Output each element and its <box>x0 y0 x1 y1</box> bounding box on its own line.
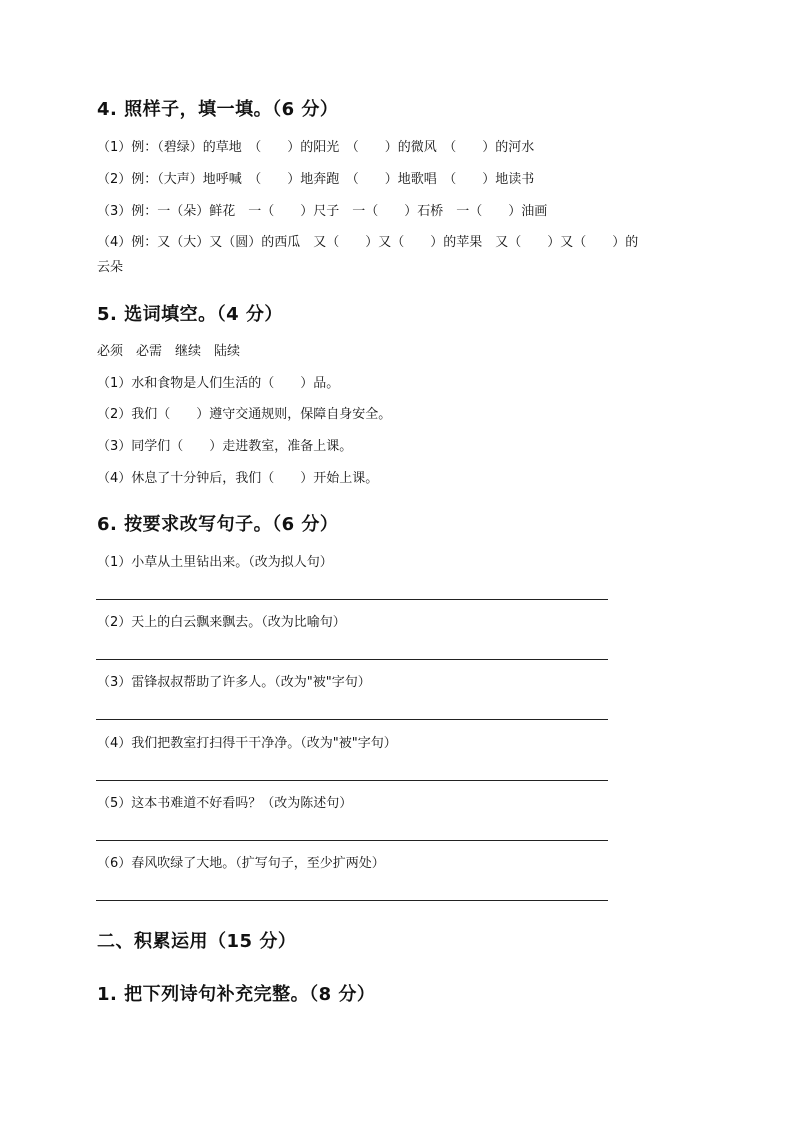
section-6-item-5: （5）这本书难道不好看吗？（改为陈述句） <box>97 796 353 811</box>
section-1-heading: 1. 把下列诗句补充完整。（8 分） <box>97 984 376 1005</box>
section-4-heading: 4. 照样子，填一填。（6 分） <box>97 99 339 120</box>
part-2-heading: 二、积累运用（15 分） <box>97 931 297 952</box>
answer-line-6 <box>96 900 608 901</box>
section-4-line-3: （3）例：一（朵）鲜花 一（ ）尺子 一（ ）石桥 一（ ）油画 <box>97 204 548 219</box>
section-5-heading: 5. 选词填空。（4 分） <box>97 304 283 325</box>
section-5-line-4: （4）休息了十分钟后，我们（ ）开始上课。 <box>97 471 379 486</box>
answer-line-4 <box>96 780 608 781</box>
answer-line-2 <box>96 659 608 660</box>
answer-line-3 <box>96 719 608 720</box>
section-4-line-2: （2）例：（大声）地呼喊 （ ）地奔跑 （ ）地歌唱 （ ）地读书 <box>97 172 535 187</box>
answer-line-1 <box>96 599 608 600</box>
section-6-item-3: （3）雷锋叔叔帮助了许多人。（改为"被"字句） <box>97 675 371 690</box>
section-6-item-2: （2）天上的白云飘来飘去。（改为比喻句） <box>97 615 346 630</box>
section-6-heading: 6. 按要求改写句子。（6 分） <box>97 514 339 535</box>
section-5-word-bank: 必须 必需 继续 陆续 <box>97 344 241 359</box>
section-5-line-3: （3）同学们（ ）走进教室，准备上课。 <box>97 439 353 454</box>
section-4-line-1: （1）例：（碧绿）的草地 （ ）的阳光 （ ）的微风 （ ）的河水 <box>97 140 535 155</box>
section-5-line-1: （1）水和食物是人们生活的（ ）品。 <box>97 376 340 391</box>
section-4-line-4-continued: 云朵 <box>97 260 124 275</box>
answer-line-5 <box>96 840 608 841</box>
section-6-item-6: （6）春风吹绿了大地。（扩写句子，至少扩两处） <box>97 856 385 871</box>
section-6-item-4: （4）我们把教室打扫得干干净净。（改为"被"字句） <box>97 736 397 751</box>
section-6-item-1: （1）小草从土里钻出来。（改为拟人句） <box>97 555 333 570</box>
section-5-line-2: （2）我们（ ）遵守交通规则，保障自身安全。 <box>97 407 392 422</box>
section-4-line-4: （4）例：又（大）又（圆）的西瓜 又（ ）又（ ）的苹果 又（ ）又（ ）的 <box>97 235 639 250</box>
